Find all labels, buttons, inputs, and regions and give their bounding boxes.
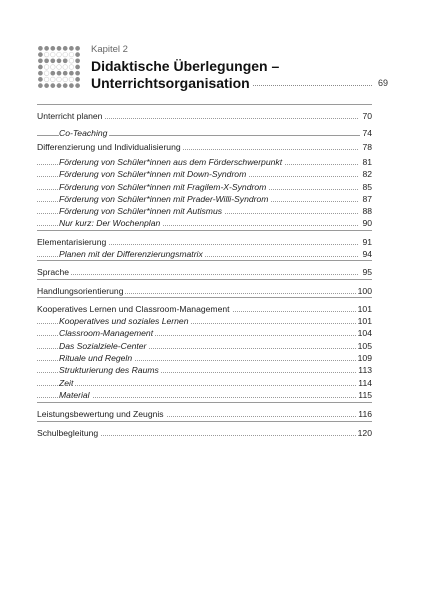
toc-page-number: 94 [362,249,372,259]
toc-entry[interactable] [37,408,372,420]
toc-entry-title: Leistungsbewertung und Zeugnis [37,409,164,419]
toc-page-number: 101 [357,316,372,326]
section-divider [37,260,372,261]
toc-page-number: 78 [362,142,372,152]
toc-subentry[interactable] [37,127,372,139]
toc-entry-title: Differenzierung und Individualisierung [37,142,181,152]
toc-entry-title: Schulbegleitung [37,428,99,438]
toc-entry-title: Förderung von Schüler*innen mit Autismus [59,206,223,216]
toc-page-number: 74 [362,128,372,138]
dot-leader [37,274,358,275]
toc-entry-title: Co-Teaching [59,128,108,138]
toc-subentry[interactable] [37,352,372,364]
chapter-title-row[interactable] [91,75,388,92]
toc-entry-title: Elementarisierung [37,237,107,247]
toc-page-number: 109 [357,353,372,363]
toc-entry-title: Kooperatives Lernen und Classroom-Management [37,304,230,314]
toc-entry[interactable] [37,303,372,315]
toc-subentry[interactable] [37,156,372,168]
toc-entry-title: Unterricht planen [37,111,103,121]
toc-entry-title: Zeit [59,378,74,388]
toc-subentry[interactable] [37,315,372,327]
section-divider [37,104,372,105]
toc-page-number: 91 [362,237,372,247]
toc-entry[interactable] [37,236,372,248]
toc-page-number: 115 [358,390,372,400]
section-divider [37,297,372,298]
toc-entry[interactable] [37,285,372,297]
toc-entry-title: Förderung von Schüler*innen mit Down-Syndrom [59,169,247,179]
toc-entry-title: Handlungsorientierung [37,286,124,296]
toc-page-number: 100 [357,286,372,296]
toc-entry-title: Strukturierung des Raums [59,365,159,375]
toc-page-number: 101 [357,304,372,314]
toc-entry-title: Förderung von Schüler*innen aus dem Förderschwerpunkt [59,157,283,167]
toc-subentry[interactable] [37,181,372,193]
toc-page-number: 70 [362,111,372,121]
toc-page-number: 116 [358,409,372,419]
toc-subentry[interactable] [37,193,372,205]
toc-page-number: 120 [357,428,372,438]
toc-entry[interactable] [37,141,372,153]
toc-entry[interactable] [37,110,372,122]
toc-subentry[interactable] [37,377,372,389]
chapter-page-number: 69 [377,78,388,88]
toc-entry-title: Das Sozialziele-Center [59,341,147,351]
toc-page-number: 87 [362,194,372,204]
toc-subentry[interactable] [37,248,372,260]
toc-subentry[interactable] [37,364,372,376]
toc-subentry[interactable] [37,340,372,352]
toc-page-number: 81 [362,157,372,167]
toc-entry-title: Rituale und Regeln [59,353,133,363]
toc-entry-title: Kooperatives und soziales Lernen [59,316,189,326]
toc-entry-title: Material [59,390,90,400]
toc-page-number: 104 [357,328,372,338]
toc-subentry[interactable] [37,168,372,180]
chapter-label: Kapitel 2 [91,44,128,55]
chapter-title-line2: Unterrichtsorganisation [91,75,253,91]
toc-page-number: 90 [362,218,372,228]
section-divider [37,230,372,231]
toc-page-number: 82 [362,169,372,179]
chapter-title-line1: Didaktische Überlegungen – [91,58,280,74]
toc-page-number: 85 [362,182,372,192]
toc-entry-title: Nur kurz: Der Wochenplan [59,218,161,228]
section-divider [37,402,372,403]
dot-leader [37,385,358,386]
toc-entry-title: Förderung von Schüler*innen mit Fragilem-X-Syndrom [59,182,267,192]
chapter-number-icon [37,45,81,89]
toc-subentry[interactable] [37,217,372,229]
toc-entry-title: Förderung von Schüler*innen mit Prader-Willi-Syndrom [59,194,269,204]
toc-page-number: 95 [362,267,372,277]
toc-page-number: 113 [358,365,372,375]
section-divider [37,421,372,422]
toc-entry-title: Planen mit der Differenzierungsmatrix [59,249,203,259]
toc-entry-title: Sprache [37,267,70,277]
toc-page-number: 88 [362,206,372,216]
toc-entry-title: Classroom-Management [59,328,154,338]
toc-page-number: 105 [357,341,372,351]
toc-entry[interactable] [37,266,372,278]
toc-page-number: 114 [358,378,372,388]
toc-subentry[interactable] [37,205,372,217]
toc-subentry[interactable] [37,389,372,401]
toc-subentry[interactable] [37,327,372,339]
section-divider [37,279,372,280]
toc-entry[interactable] [37,427,372,439]
